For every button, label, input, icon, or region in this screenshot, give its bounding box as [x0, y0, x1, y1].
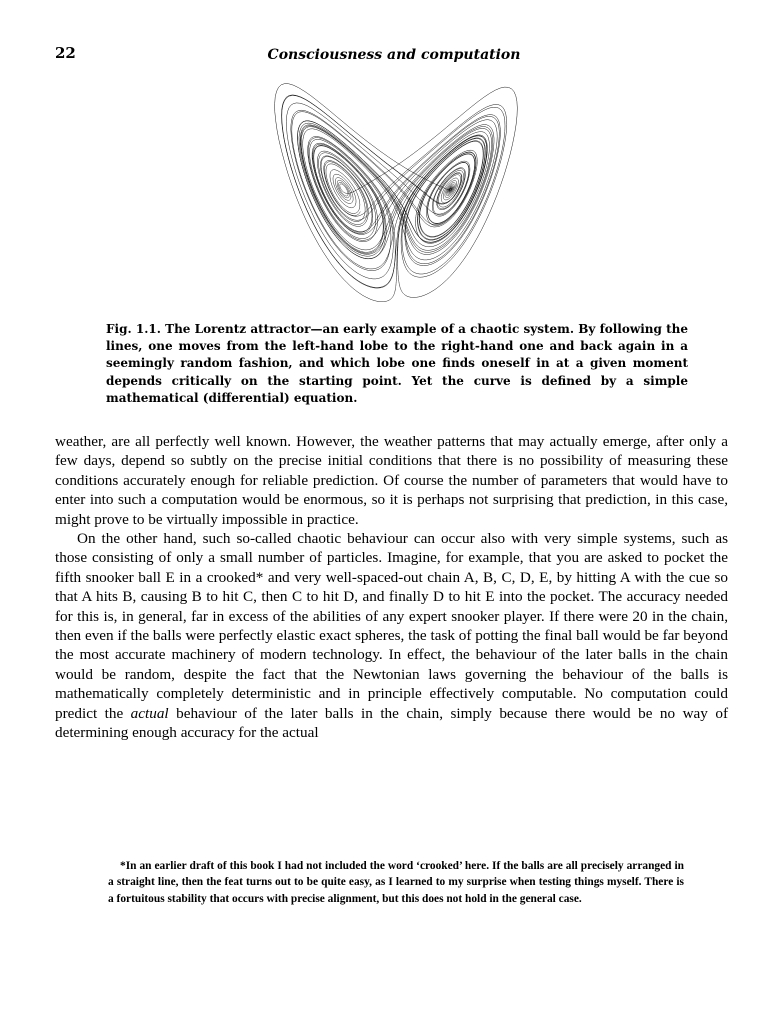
lorenz-attractor-figure: [252, 76, 542, 322]
body-text: [55, 432, 728, 743]
lorenz-attractor-icon: [252, 76, 542, 322]
figure-label: Fig. 1.1.: [106, 322, 161, 336]
footnote: *In an earlier draft of this book I had not included the word ‘crooked’ here. If the balls are all precisely arranged in a straight line, then the feat turns out to be quite easy, as I learned to my surprise when testing things myself. There is a fortuitous stability that occurs with precise alignment, but this does not hold in the general case.: [108, 860, 684, 905]
paragraph-2-part-b: behaviour of the later balls in the chain, simply because there would be no way of determining enough accuracy for the actual: [55, 704, 728, 742]
paragraph-2-part-a: On the other hand, such so-called chaotic behaviour can occur also with very simple systems, such as those consisting of only a small number of particles. Imagine, for example, that you are asked to pocket the fifth snooker ball E in a crooked* and very well-spaced-out chain A, B, C, D, E, by hitting A with the cue so that A hits B, causing B to hit C, then C to hit D, and finally D to hit E into the pocket. The accuracy needed for this is, in general, far in excess of the abilities of any expert snooker player. If there were 20 in the chain, then even if the balls were perfectly elastic exact spheres, the task of potting the final ball would be far beyond the most accurate machinery of modern technology. In effect, the behaviour of the later balls in the chain would be random, despite the fact that the Newtonian laws governing the behaviour of the balls is mathematically completely deterministic and in principle effectively computable. No computation could predict the: [55, 530, 728, 722]
running-head: Consciousness and computation: [267, 47, 521, 63]
paragraph-2: [55, 529, 728, 742]
paragraph-2-italic: actual: [130, 704, 169, 722]
attractor-trajectory: [275, 84, 518, 302]
figure-caption-text: The Lorentz attractor—an early example of a chaotic system. By following the lines, one moves from the left-hand lobe to the right-hand one and back again in a seemingly random fashion, and which lobe one finds oneself in at a given moment depends critically on the starting point. Yet the curve is defined by a simple mathematical (differential) equation.: [106, 322, 688, 405]
page-number: 22: [55, 44, 76, 62]
figure-caption: [106, 321, 688, 407]
paragraph-1: weather, are all perfectly well known. However, the weather patterns that may actually emerge, after only a few days, depend so subtly on the precise initial conditions that there is no possibility of measuring these conditions accurately enough for reliable prediction. Of course the number of parameters that would have to enter into such a computation would be enormous, so it is perhaps not surprising that prediction, in this case, might prove to be virtually impossible in practice.: [55, 433, 728, 528]
